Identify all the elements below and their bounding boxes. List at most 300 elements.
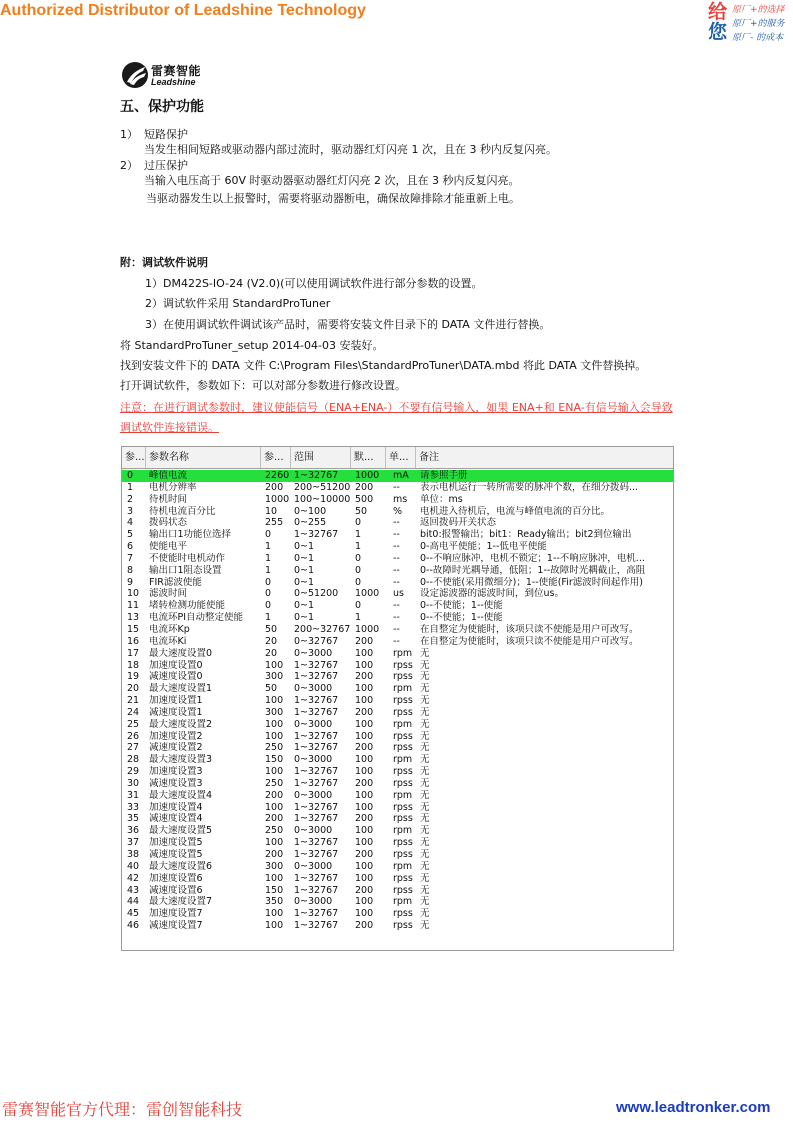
cell-value: 250 xyxy=(265,777,284,789)
item-2-line-1: 当输入电压高于 60V 时驱动器驱动器红灯闪亮 2 次，且在 3 秒内反复闪亮。 xyxy=(144,174,520,187)
cell-value: 10 xyxy=(265,505,278,517)
slogan-line-2: 原厂+的服务 xyxy=(732,19,785,29)
cell-default: 1000 xyxy=(355,470,380,481)
cell-name: 加速度设置7 xyxy=(149,908,203,920)
cell-no: 3 xyxy=(127,505,134,517)
cell-value: 300 xyxy=(265,706,284,718)
cell-range: 1~32767 xyxy=(294,849,339,860)
table-row[interactable] xyxy=(122,802,673,814)
cell-value: 200 xyxy=(265,849,284,860)
cell-unit: -- xyxy=(393,612,400,624)
cell-value: 1 xyxy=(265,541,272,553)
table-row[interactable] xyxy=(122,494,673,506)
cell-remark: 无 xyxy=(420,683,430,695)
cell-remark: 无 xyxy=(420,896,430,908)
cell-default: 200 xyxy=(355,706,374,718)
cell-name: 减速度设置1 xyxy=(149,706,203,718)
cell-remark: 无 xyxy=(420,718,430,730)
cell-unit: rpss xyxy=(393,659,413,671)
cell-remark: 无 xyxy=(420,920,430,932)
cell-unit: rpss xyxy=(393,730,413,742)
cell-unit: ms xyxy=(393,493,408,505)
cell-default: 100 xyxy=(355,695,374,707)
cell-unit: rpm xyxy=(393,896,413,908)
cell-range: 0~51200 xyxy=(294,588,339,600)
cell-value: 250 xyxy=(265,742,284,754)
cell-unit: rpm xyxy=(393,718,413,730)
cell-remark: 无 xyxy=(420,730,430,742)
cell-value: 255 xyxy=(265,517,284,529)
cell-value: 1 xyxy=(265,564,272,576)
table-body xyxy=(122,470,673,932)
cell-no: 44 xyxy=(127,896,140,908)
cell-name: 加速度设置6 xyxy=(149,872,203,884)
table-row[interactable] xyxy=(122,624,673,636)
table-row[interactable] xyxy=(122,600,673,612)
footer-website[interactable]: www.leadtronker.com xyxy=(616,1099,771,1116)
cell-name: 减速度设置7 xyxy=(149,920,203,932)
cell-value: 150 xyxy=(265,754,284,766)
cell-unit: rpss xyxy=(393,671,413,683)
cell-range: 1~32767 xyxy=(294,671,339,683)
cell-name: 减速度设置6 xyxy=(149,884,203,896)
cell-value: 200 xyxy=(265,813,284,825)
appendix-line-install: 将 StandardProTuner_setup 2014-04-03 安装好。 xyxy=(120,339,384,352)
cell-remark: 在自整定为使能时，该项只读不使能是用户可改写。 xyxy=(420,623,639,635)
cell-no: 38 xyxy=(127,849,140,860)
table-row[interactable] xyxy=(122,529,673,541)
cell-range: 1~32767 xyxy=(294,742,339,754)
table-row[interactable] xyxy=(122,636,673,648)
cell-default: 200 xyxy=(355,813,374,825)
table-row[interactable] xyxy=(122,719,673,731)
cell-name: 加速度设置3 xyxy=(149,766,203,778)
cell-default: 1 xyxy=(355,529,362,541)
cell-value: 250 xyxy=(265,825,284,837)
appendix-step-1: 1）DM422S-IO-24 (V2.0)(可以使用调试软件进行部分参数的设置。 xyxy=(145,277,483,290)
table-row[interactable] xyxy=(122,837,673,849)
table-row[interactable] xyxy=(122,648,673,660)
cell-remark: 无 xyxy=(420,706,430,718)
table-row[interactable] xyxy=(122,754,673,766)
cell-range: 1~32767 xyxy=(294,529,339,541)
cell-no: 33 xyxy=(127,801,140,813)
cell-value: 100 xyxy=(265,659,284,671)
cell-range: 1~32767 xyxy=(294,801,339,813)
table-row[interactable] xyxy=(122,707,673,719)
cell-value: 100 xyxy=(265,908,284,920)
cell-no: 15 xyxy=(127,623,140,635)
cell-unit: rpm xyxy=(393,825,413,837)
header-cell-no[interactable]: 参... xyxy=(122,447,146,468)
cell-default: 0 xyxy=(355,600,362,612)
table-row[interactable] xyxy=(122,553,673,565)
cell-remark: 无 xyxy=(420,789,430,801)
table-row[interactable] xyxy=(122,612,673,624)
cell-unit: -- xyxy=(393,623,400,635)
cell-no: 17 xyxy=(127,647,140,659)
cell-value: 1 xyxy=(265,612,272,624)
cell-remark: 无 xyxy=(420,825,430,837)
table-row[interactable] xyxy=(122,588,673,600)
cell-default: 0 xyxy=(355,552,362,564)
header-cell-range[interactable]: 范围 xyxy=(291,447,351,468)
header-cell-default[interactable]: 默... xyxy=(351,447,386,468)
table-row[interactable] xyxy=(122,470,673,482)
table-row[interactable] xyxy=(122,660,673,672)
cell-default: 200 xyxy=(355,671,374,683)
table-row[interactable] xyxy=(122,482,673,494)
cell-no: 45 xyxy=(127,908,140,920)
cell-value: 0 xyxy=(265,576,272,588)
table-row[interactable] xyxy=(122,908,673,920)
table-row[interactable] xyxy=(122,742,673,754)
cell-range: 1~32767 xyxy=(294,884,339,896)
cell-range: 1~32767 xyxy=(294,695,339,707)
table-row[interactable] xyxy=(122,825,673,837)
cell-default: 100 xyxy=(355,837,374,849)
table-row[interactable] xyxy=(122,896,673,908)
cell-default: 100 xyxy=(355,789,374,801)
cell-remark: bit0:报警输出；bit1：Ready输出；bit2到位输出 xyxy=(420,529,632,541)
cell-value: 0 xyxy=(265,529,272,541)
cell-name: 最大速度设置5 xyxy=(149,825,213,837)
cell-range: 200~32767 xyxy=(294,623,351,635)
cell-default: 100 xyxy=(355,730,374,742)
cell-no: 36 xyxy=(127,825,140,837)
item-1-title: 短路保护 xyxy=(144,128,188,141)
cell-value: 100 xyxy=(265,920,284,932)
cell-no: 30 xyxy=(127,777,140,789)
distributor-title: Authorized Distributor of Leadshine Technology xyxy=(0,2,366,19)
item-1-line-1: 当发生相间短路或驱动器内部过流时，驱动器红灯闪亮 1 次，且在 3 秒内反复闪亮。 xyxy=(144,143,557,156)
cell-unit: rpss xyxy=(393,908,413,920)
cell-remark: 无 xyxy=(420,860,430,872)
table-row[interactable] xyxy=(122,683,673,695)
cell-range: 0~3000 xyxy=(294,718,333,730)
cell-remark: 0--故障时光耦导通，低阻；1--故障时光耦截止，高阻 xyxy=(420,564,646,576)
table-row[interactable] xyxy=(122,790,673,802)
cell-range: 200~51200 xyxy=(294,481,351,493)
cell-name: 最大速度设置3 xyxy=(149,754,213,766)
cell-default: 200 xyxy=(355,635,374,647)
appendix-line-open: 打开调试软件，参数如下：可以对部分参数进行修改设置。 xyxy=(120,379,406,392)
cell-remark: 在自整定为使能时，该项只读不使能是用户可改写。 xyxy=(420,635,639,647)
header-cell-remark[interactable]: 备注 xyxy=(419,452,439,463)
cell-value: 50 xyxy=(265,683,278,695)
table-row[interactable] xyxy=(122,565,673,577)
cell-unit: -- xyxy=(393,552,400,564)
cell-name: 滤波时间 xyxy=(149,588,188,600)
cell-unit: -- xyxy=(393,576,400,588)
table-header xyxy=(122,447,673,469)
cell-default: 0 xyxy=(355,564,362,576)
cell-default: 100 xyxy=(355,659,374,671)
cell-unit: rpss xyxy=(393,849,413,860)
cell-no: 28 xyxy=(127,754,140,766)
cell-remark: 无 xyxy=(420,754,430,766)
cell-remark: 无 xyxy=(420,695,430,707)
cell-no: 20 xyxy=(127,683,140,695)
cell-remark: 无 xyxy=(420,884,430,896)
cell-value: 100 xyxy=(265,872,284,884)
cell-no: 4 xyxy=(127,517,134,529)
cell-name: 不使能时电机动作 xyxy=(149,552,226,564)
header-cell-name[interactable]: 参数名称 xyxy=(146,447,261,468)
cell-default: 50 xyxy=(355,505,368,517)
table-row[interactable] xyxy=(122,517,673,529)
cell-unit: mA xyxy=(393,470,409,481)
cell-name: 堵转检测功能使能 xyxy=(149,600,226,612)
cell-unit: rpss xyxy=(393,884,413,896)
cell-value: 100 xyxy=(265,695,284,707)
logo-en-text: Leadshine xyxy=(151,77,196,87)
table-row[interactable] xyxy=(122,778,673,790)
cell-unit: -- xyxy=(393,517,400,529)
cell-range: 1~32767 xyxy=(294,872,339,884)
cell-unit: rpss xyxy=(393,742,413,754)
cell-default: 200 xyxy=(355,777,374,789)
cell-default: 100 xyxy=(355,896,374,908)
cell-unit: rpss xyxy=(393,801,413,813)
cell-range: 0~100 xyxy=(294,505,327,517)
parameter-table xyxy=(121,446,674,951)
cell-remark: 无 xyxy=(420,837,430,849)
cell-unit: -- xyxy=(393,529,400,541)
cell-range: 0~1 xyxy=(294,576,315,588)
cell-range: 0~3000 xyxy=(294,647,333,659)
cell-remark: 设定滤波器的滤波时间，到位us。 xyxy=(420,588,564,600)
cell-unit: rpss xyxy=(393,920,413,932)
cell-value: 100 xyxy=(265,730,284,742)
cell-no: 37 xyxy=(127,837,140,849)
cell-no: 18 xyxy=(127,659,140,671)
slogan-line-3: 原厂- 的成本 xyxy=(732,33,784,43)
cell-remark: 返回拨码开关状态 xyxy=(420,517,497,529)
cell-value: 350 xyxy=(265,896,284,908)
cell-range: 0~3000 xyxy=(294,896,333,908)
cell-name: 使能电平 xyxy=(149,541,188,553)
item-1-number: 1） xyxy=(120,128,138,141)
cell-no: 31 xyxy=(127,789,140,801)
cell-value: 200 xyxy=(265,789,284,801)
appendix-step-2: 2）调试软件采用 StandardProTuner xyxy=(145,297,331,310)
table-row[interactable] xyxy=(122,873,673,885)
cell-name: 最大速度设置4 xyxy=(149,789,213,801)
slogan-mark xyxy=(708,2,727,42)
slogan-line-1: 原厂+的选择 xyxy=(732,5,785,15)
cell-no: 29 xyxy=(127,766,140,778)
cell-no: 21 xyxy=(127,695,140,707)
cell-default: 500 xyxy=(355,493,374,505)
cell-no: 43 xyxy=(127,884,140,896)
cell-default: 100 xyxy=(355,754,374,766)
cell-value: 100 xyxy=(265,837,284,849)
cell-unit: rpss xyxy=(393,872,413,884)
cell-no: 11 xyxy=(127,600,140,612)
table-row[interactable] xyxy=(122,766,673,778)
cell-no: 19 xyxy=(127,671,140,683)
cell-no: 5 xyxy=(127,529,134,541)
table-row[interactable] xyxy=(122,695,673,707)
cell-range: 1~32767 xyxy=(294,706,339,718)
item-2-number: 2） xyxy=(120,159,138,172)
cell-range: 0~3000 xyxy=(294,825,333,837)
table-row[interactable] xyxy=(122,885,673,897)
cell-remark: 无 xyxy=(420,766,430,778)
cell-range: 1~32767 xyxy=(294,659,339,671)
cell-range: 1~32767 xyxy=(294,920,339,932)
cell-value: 20 xyxy=(265,635,278,647)
cell-default: 0 xyxy=(355,517,362,529)
table-row[interactable] xyxy=(122,861,673,873)
cell-name: 减速度设置0 xyxy=(149,671,203,683)
cell-name: 输出口1阻态设置 xyxy=(149,564,222,576)
cell-name: 加速度设置2 xyxy=(149,730,203,742)
cell-unit: rpm xyxy=(393,683,413,695)
cell-unit: -- xyxy=(393,481,400,493)
cell-no: 27 xyxy=(127,742,140,754)
logo-cn-text: 雷赛智能 xyxy=(151,64,202,78)
cell-value: 50 xyxy=(265,623,278,635)
cell-name: 待机电流百分比 xyxy=(149,505,216,517)
cell-default: 100 xyxy=(355,683,374,695)
cell-name: 峰值电流 xyxy=(149,470,188,481)
cell-default: 1000 xyxy=(355,588,380,600)
item-2-line-2: 当驱动器发生以上报警时，需要将驱动器断电，确保故障排除才能重新上电。 xyxy=(146,192,520,205)
warning-note: 注意：在进行调试参数时，建议使能信号（ENA+ENA-）不要有信号输入，如果 ENA+和 ENA-有信号输入会导致调试软件连接错误。 xyxy=(120,401,673,434)
cell-range: 0~1 xyxy=(294,541,315,553)
table-row[interactable] xyxy=(122,849,673,861)
cell-value: 0 xyxy=(265,600,272,612)
cell-unit: rpm xyxy=(393,647,413,659)
cell-remark: 无 xyxy=(420,801,430,813)
cell-range: 0~3000 xyxy=(294,860,333,872)
cell-no: 8 xyxy=(127,564,134,576)
cell-no: 24 xyxy=(127,706,140,718)
table-row[interactable] xyxy=(122,731,673,743)
cell-unit: -- xyxy=(393,541,400,553)
cell-name: 电流环Ki xyxy=(149,635,187,647)
cell-unit: % xyxy=(393,505,403,517)
cell-range: 1~32767 xyxy=(294,777,339,789)
header-cell-value[interactable]: 参... xyxy=(261,447,291,468)
cell-name: 最大速度设置2 xyxy=(149,718,213,730)
cell-name: FIR滤波使能 xyxy=(149,576,202,588)
slogan-block xyxy=(708,2,792,44)
cell-default: 100 xyxy=(355,825,374,837)
table-row[interactable] xyxy=(122,813,673,825)
slogan-char-2: 您 xyxy=(708,21,728,43)
cell-no: 16 xyxy=(127,635,140,647)
cell-unit: rpss xyxy=(393,766,413,778)
slogan-lines xyxy=(732,3,785,45)
table-row[interactable] xyxy=(122,506,673,518)
cell-no: 0 xyxy=(127,470,134,481)
cell-default: 100 xyxy=(355,860,374,872)
cell-remark: 0--不使能；1--使能 xyxy=(420,600,503,612)
cell-range: 0~3000 xyxy=(294,683,333,695)
cell-range: 0~32767 xyxy=(294,635,339,647)
table-row[interactable] xyxy=(122,541,673,553)
section-title: 五、保护功能 xyxy=(120,99,204,115)
cell-no: 40 xyxy=(127,860,140,872)
cell-default: 100 xyxy=(355,908,374,920)
cell-value: 100 xyxy=(265,718,284,730)
table-row[interactable] xyxy=(122,920,673,932)
cell-name: 最大速度设置7 xyxy=(149,896,213,908)
cell-remark: 单位：ms xyxy=(420,493,463,505)
cell-range: 1~32767 xyxy=(294,813,339,825)
cell-value: 300 xyxy=(265,671,284,683)
cell-unit: -- xyxy=(393,600,400,612)
cell-remark: 电机进入待机后，电流与峰值电流的百分比。 xyxy=(420,505,611,517)
cell-range: 1~32767 xyxy=(294,766,339,778)
header-cell-unit[interactable]: 单... xyxy=(386,447,416,468)
cell-default: 100 xyxy=(355,647,374,659)
cell-remark: 0--不响应脉冲，电机不锁定；1--不响应脉冲，电机... xyxy=(420,552,645,564)
cell-remark: 无 xyxy=(420,813,430,825)
footer-agent: 雷赛智能官方代理：雷创智能科技 xyxy=(2,1100,243,1119)
appendix-step-3: 3）在使用调试软件调试该产品时，需要将安装文件目录下的 DATA 文件进行替换。 xyxy=(145,318,551,331)
leadshine-logo-icon xyxy=(121,60,151,90)
cell-unit: rpm xyxy=(393,789,413,801)
cell-default: 200 xyxy=(355,481,374,493)
table-row[interactable] xyxy=(122,671,673,683)
cell-range: 1~32767 xyxy=(294,837,339,849)
cell-no: 13 xyxy=(127,612,140,624)
cell-range: 0~1 xyxy=(294,552,315,564)
cell-remark: 0-高电平使能；1--低电平使能 xyxy=(420,541,547,553)
cell-name: 加速度设置0 xyxy=(149,659,203,671)
cell-range: 1~32767 xyxy=(294,470,339,481)
cell-no: 42 xyxy=(127,872,140,884)
cell-value: 2260 xyxy=(265,470,290,481)
cell-no: 1 xyxy=(127,481,134,493)
cell-unit: rpm xyxy=(393,754,413,766)
cell-name: 电流环Kp xyxy=(149,623,190,635)
cell-value: 300 xyxy=(265,860,284,872)
cell-no: 46 xyxy=(127,920,140,932)
cell-value: 20 xyxy=(265,647,278,659)
cell-name: 减速度设置5 xyxy=(149,849,203,860)
table-row[interactable] xyxy=(122,577,673,589)
cell-unit: rpm xyxy=(393,860,413,872)
appendix-line-replace: 找到安装文件下的 DATA 文件 C:\Program Files\StandardProTuner\DATA.mbd 将此 DATA 文件替换掉。 xyxy=(120,359,647,372)
cell-range: 1~32767 xyxy=(294,908,339,920)
cell-unit: -- xyxy=(393,635,400,647)
cell-no: 7 xyxy=(127,552,134,564)
cell-name: 最大速度设置0 xyxy=(149,647,213,659)
cell-name: 最大速度设置6 xyxy=(149,860,213,872)
cell-unit: rpss xyxy=(393,837,413,849)
cell-default: 200 xyxy=(355,884,374,896)
cell-remark: 0--不使能；1--使能 xyxy=(420,612,503,624)
cell-range: 1~32767 xyxy=(294,730,339,742)
cell-unit: rpss xyxy=(393,706,413,718)
cell-default: 100 xyxy=(355,766,374,778)
cell-remark: 表示电机运行一转所需要的脉冲个数，在细分拨码... xyxy=(420,481,639,493)
cell-range: 100~10000 xyxy=(294,493,351,505)
cell-remark: 无 xyxy=(420,872,430,884)
cell-remark: 请参照手册 xyxy=(420,470,468,481)
cell-no: 10 xyxy=(127,588,140,600)
cell-default: 1 xyxy=(355,541,362,553)
cell-name: 减速度设置3 xyxy=(149,777,203,789)
cell-value: 1 xyxy=(265,552,272,564)
cell-value: 100 xyxy=(265,766,284,778)
slogan-char-1: 给 xyxy=(708,1,728,23)
